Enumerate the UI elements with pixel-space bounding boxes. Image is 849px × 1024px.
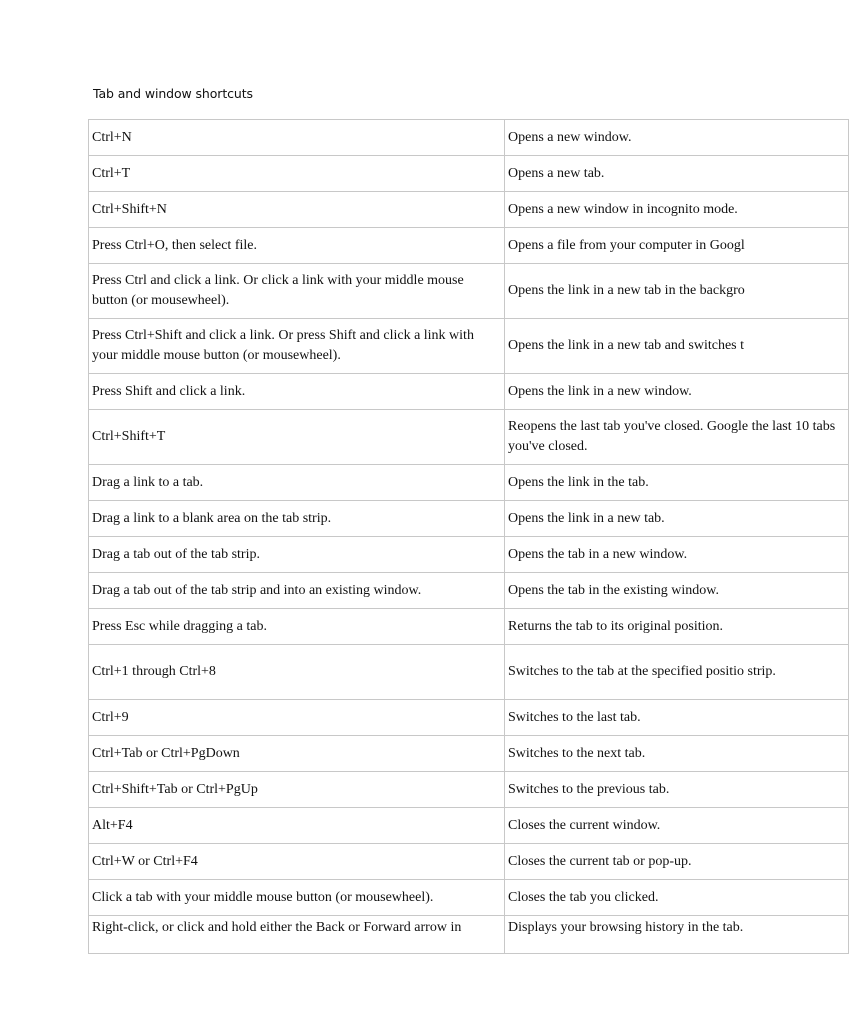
description-cell: Closes the current tab or pop-up. <box>505 844 849 880</box>
description-cell: Displays your browsing history in the tab. <box>505 916 849 954</box>
shortcut-cell: Ctrl+Tab or Ctrl+PgDown <box>89 736 505 772</box>
description-cell: Opens the link in the tab. <box>505 465 849 501</box>
table-row <box>89 192 849 228</box>
description-cell: Opens the tab in the existing window. <box>505 573 849 609</box>
shortcut-cell: Press Ctrl+Shift and click a link. Or press Shift and click a link with your middle mouse button (or mousewheel). <box>89 319 505 374</box>
shortcut-cell: Click a tab with your middle mouse button (or mousewheel). <box>89 880 505 916</box>
table-row <box>89 156 849 192</box>
shortcut-cell: Alt+F4 <box>89 808 505 844</box>
shortcut-cell: Press Ctrl+O, then select file. <box>89 228 505 264</box>
table-row <box>89 844 849 880</box>
table-row <box>89 410 849 465</box>
description-cell: Opens a file from your computer in Googl <box>505 228 849 264</box>
description-cell: Switches to the previous tab. <box>505 772 849 808</box>
shortcut-cell: Ctrl+W or Ctrl+F4 <box>89 844 505 880</box>
shortcut-cell: Ctrl+Shift+T <box>89 410 505 465</box>
table-row <box>89 916 849 954</box>
table-row <box>89 264 849 319</box>
description-cell: Opens the tab in a new window. <box>505 537 849 573</box>
description-cell: Opens a new tab. <box>505 156 849 192</box>
section-heading: Tab and window shortcuts <box>93 86 253 101</box>
description-cell: Opens the link in a new tab. <box>505 501 849 537</box>
description-cell: Opens the link in a new tab in the backgro <box>505 264 849 319</box>
table-row <box>89 120 849 156</box>
table-row <box>89 645 849 700</box>
shortcut-cell: Ctrl+Shift+Tab or Ctrl+PgUp <box>89 772 505 808</box>
description-cell: Opens a new window. <box>505 120 849 156</box>
description-cell: Opens the link in a new tab and switches t <box>505 319 849 374</box>
table-row <box>89 465 849 501</box>
shortcuts-table <box>88 119 849 954</box>
shortcut-cell: Right-click, or click and hold either the Back or Forward arrow in <box>89 916 505 954</box>
shortcut-cell: Drag a tab out of the tab strip and into an existing window. <box>89 573 505 609</box>
description-cell: Switches to the last tab. <box>505 700 849 736</box>
shortcut-cell: Press Ctrl and click a link. Or click a link with your middle mouse button (or mousewheel). <box>89 264 505 319</box>
table-row <box>89 537 849 573</box>
table-row <box>89 501 849 537</box>
table-row <box>89 609 849 645</box>
table-row <box>89 319 849 374</box>
table-row <box>89 772 849 808</box>
description-cell: Reopens the last tab you've closed. Google the last 10 tabs you've closed. <box>505 410 849 465</box>
table-row <box>89 700 849 736</box>
shortcut-cell: Drag a link to a blank area on the tab strip. <box>89 501 505 537</box>
table-row <box>89 374 849 410</box>
table-row <box>89 880 849 916</box>
description-cell: Opens a new window in incognito mode. <box>505 192 849 228</box>
table-row <box>89 228 849 264</box>
description-cell: Switches to the tab at the specified positio strip. <box>505 645 849 700</box>
table-row <box>89 573 849 609</box>
shortcut-cell: Drag a link to a tab. <box>89 465 505 501</box>
description-cell: Closes the current window. <box>505 808 849 844</box>
shortcuts-table-container <box>88 119 836 954</box>
table-row <box>89 808 849 844</box>
shortcut-cell: Ctrl+T <box>89 156 505 192</box>
shortcut-cell: Ctrl+N <box>89 120 505 156</box>
shortcut-cell: Ctrl+1 through Ctrl+8 <box>89 645 505 700</box>
description-cell: Returns the tab to its original position. <box>505 609 849 645</box>
shortcut-cell: Press Shift and click a link. <box>89 374 505 410</box>
description-cell: Switches to the next tab. <box>505 736 849 772</box>
shortcut-cell: Drag a tab out of the tab strip. <box>89 537 505 573</box>
shortcut-cell: Ctrl+Shift+N <box>89 192 505 228</box>
shortcut-cell: Ctrl+9 <box>89 700 505 736</box>
description-cell: Opens the link in a new window. <box>505 374 849 410</box>
shortcut-cell: Press Esc while dragging a tab. <box>89 609 505 645</box>
table-row <box>89 736 849 772</box>
description-cell: Closes the tab you clicked. <box>505 880 849 916</box>
